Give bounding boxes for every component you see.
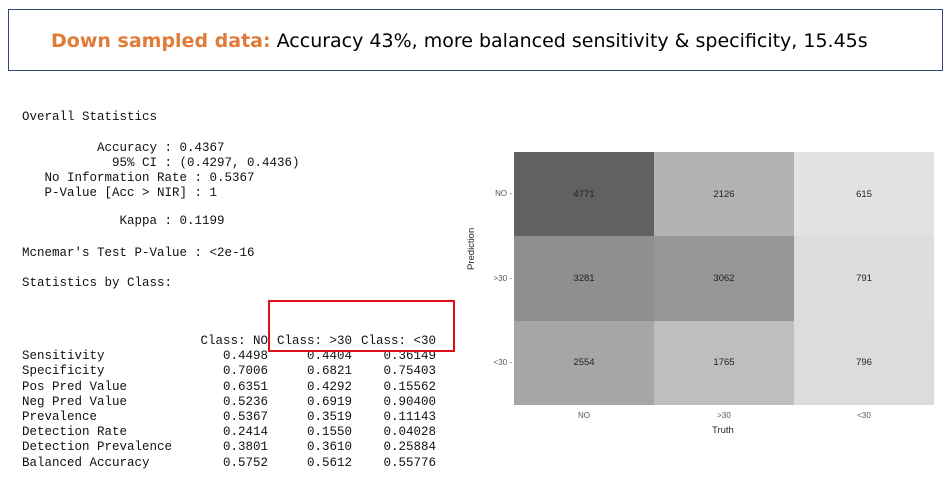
y-tick-label: <30 - bbox=[493, 357, 512, 367]
row-label: Neg Pred Value bbox=[22, 394, 128, 409]
cell: 0.6919 bbox=[306, 394, 352, 409]
header-class-lt30: Class: <30 bbox=[360, 334, 436, 348]
heatmap-cell: 796 bbox=[794, 321, 934, 405]
cell: 0.6351 bbox=[222, 379, 268, 394]
heatmap-cell: 2126 bbox=[654, 152, 794, 236]
cell: 0.90400 bbox=[383, 394, 436, 409]
heatmap-cell: 615 bbox=[794, 152, 934, 236]
cell: 0.55776 bbox=[383, 455, 436, 470]
table-row bbox=[22, 440, 436, 455]
pvalue-line: P-Value [Acc > NIR] : 1 bbox=[22, 186, 218, 200]
x-tick-label: >30 bbox=[717, 411, 731, 420]
nir-line: No Information Rate : 0.5367 bbox=[22, 171, 255, 185]
y-tick-label: >30 - bbox=[493, 273, 512, 283]
header-highlight: Down sampled data: bbox=[51, 30, 271, 52]
cell: 0.5752 bbox=[222, 455, 268, 470]
row-label: Detection Prevalence bbox=[22, 440, 173, 455]
x-tick-label: <30 bbox=[857, 411, 871, 420]
x-axis-title: Truth bbox=[712, 425, 734, 436]
table-row bbox=[22, 395, 436, 410]
row-label: Prevalence bbox=[22, 410, 98, 425]
table-row bbox=[22, 380, 436, 395]
row-label: Balanced Accuracy bbox=[22, 455, 150, 470]
cell: 0.5367 bbox=[222, 410, 268, 425]
y-axis-title: Prediction bbox=[466, 227, 477, 270]
cell: 0.04028 bbox=[383, 425, 436, 440]
cell: 0.3610 bbox=[306, 440, 352, 455]
heatmap-cell: 791 bbox=[794, 236, 934, 320]
cell: 0.5612 bbox=[306, 455, 352, 470]
cell: 0.3801 bbox=[222, 440, 268, 455]
heatmap-cell: 2554 bbox=[514, 321, 654, 405]
cell: 0.11143 bbox=[383, 410, 436, 425]
kappa-line: Kappa : 0.1199 bbox=[22, 214, 225, 228]
header-text bbox=[51, 30, 868, 52]
ci-line: 95% CI : (0.4297, 0.4436) bbox=[22, 156, 300, 170]
row-label: Sensitivity bbox=[22, 349, 105, 364]
header-class-gt30: Class: >30 bbox=[276, 334, 352, 348]
mcnemar-line: Mcnemar's Test P-Value : <2e-16 bbox=[22, 246, 255, 260]
row-label: Pos Pred Value bbox=[22, 379, 128, 394]
cell: 0.4292 bbox=[306, 379, 352, 394]
x-tick-label: NO bbox=[578, 411, 590, 420]
header-class-no: Class: NO bbox=[200, 334, 268, 348]
heatmap-cell: 4771 bbox=[514, 152, 654, 236]
cell: 0.5236 bbox=[222, 394, 268, 409]
confusion-matrix-heatmap bbox=[514, 152, 934, 405]
by-class-title: Statistics by Class: bbox=[22, 276, 173, 290]
cell: 0.4498 bbox=[222, 349, 268, 364]
table-row bbox=[22, 456, 436, 471]
table-row bbox=[22, 364, 436, 379]
header-box bbox=[8, 9, 943, 71]
overall-statistics-title: Overall Statistics bbox=[22, 110, 158, 124]
cell: 0.1550 bbox=[306, 425, 352, 440]
table-row bbox=[22, 425, 436, 440]
heatmap-cell: 3062 bbox=[654, 236, 794, 320]
heatmap-cell: 3281 bbox=[514, 236, 654, 320]
cell: 0.36149 bbox=[383, 349, 436, 364]
header-description: Accuracy 43%, more balanced sensitivity & specificity, 15.45s bbox=[270, 30, 868, 52]
accuracy-line: Accuracy : 0.4367 bbox=[22, 141, 225, 155]
cell: 0.15562 bbox=[383, 379, 436, 394]
cell: 0.25884 bbox=[383, 440, 436, 455]
row-label: Specificity bbox=[22, 364, 105, 379]
heatmap-cell: 1765 bbox=[654, 321, 794, 405]
highlight-box bbox=[268, 300, 455, 352]
table-row bbox=[22, 410, 436, 425]
cell: 0.4404 bbox=[306, 349, 352, 364]
cell: 0.6821 bbox=[306, 364, 352, 379]
cell: 0.75403 bbox=[383, 364, 436, 379]
cell: 0.2414 bbox=[222, 425, 268, 440]
row-label: Detection Rate bbox=[22, 425, 128, 440]
cell: 0.3519 bbox=[306, 410, 352, 425]
y-tick-label: NO - bbox=[495, 189, 512, 199]
cell: 0.7006 bbox=[222, 364, 268, 379]
